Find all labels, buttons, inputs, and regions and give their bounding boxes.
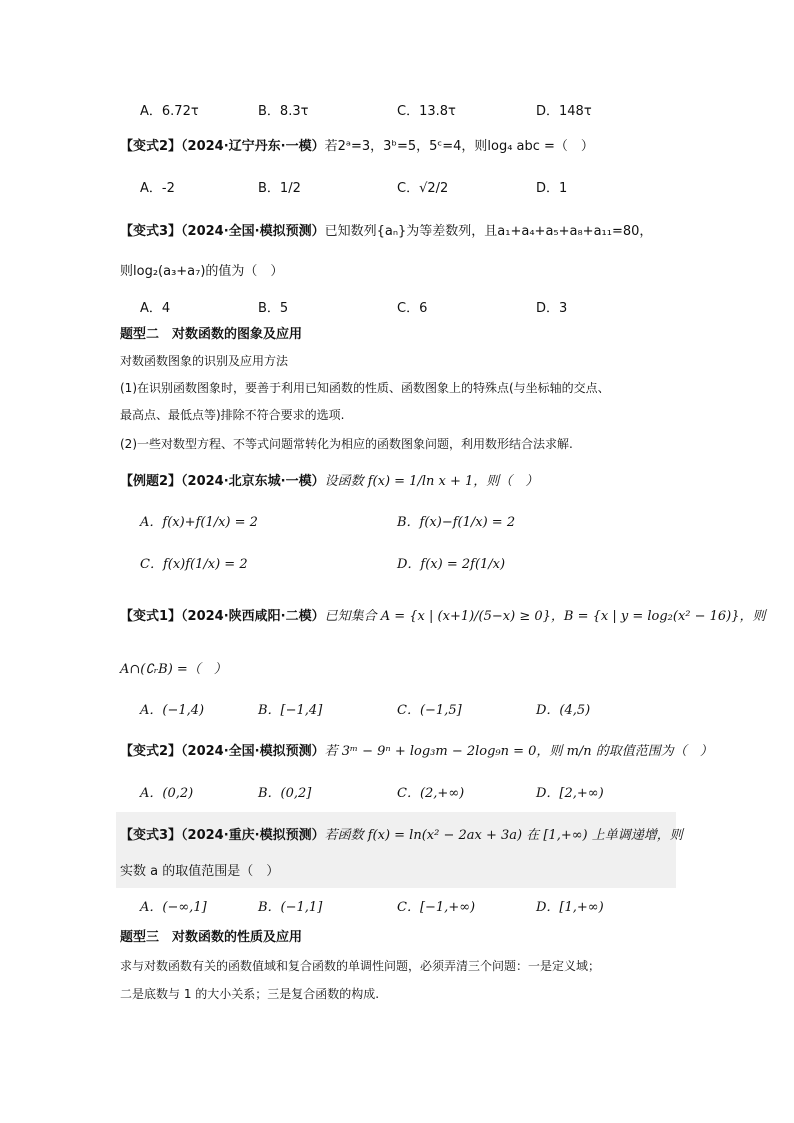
option-b: B．8.3τ	[258, 104, 309, 119]
option-a: A．(−∞,1]	[140, 900, 207, 915]
option-c: C．6	[397, 301, 428, 316]
paragraph: (1)在识别函数图象时，要善于利用已知函数的性质、函数图象上的特殊点(与坐标轴的交点、	[120, 381, 610, 395]
question-source: （2024·北京东城·一模）	[181, 474, 325, 489]
question-v1-shaanxi	[120, 607, 766, 627]
question-tag: 【例题2】	[120, 474, 182, 489]
option-d: D．[2,+∞)	[536, 786, 604, 801]
option-b: B．[−1,4]	[258, 703, 323, 718]
option-c: C．(−1,5]	[397, 703, 462, 718]
question-v2-liaoning	[120, 137, 594, 157]
question-stem: 设函数 f(x) = 1/ln x + 1，则（ ）	[324, 474, 539, 489]
option-b: B．1/2	[258, 181, 301, 196]
paragraph: (2)一些对数型方程、不等式问题常转化为相应的函数图象问题，利用数形结合法求解.	[120, 437, 573, 451]
option-c: C．(2,+∞)	[397, 786, 465, 801]
option-a: A．6.72τ	[140, 104, 199, 119]
question-v3-national	[120, 222, 652, 242]
question-tag: 【变式1】	[120, 609, 182, 624]
option-c: C．√2/2	[397, 181, 449, 196]
question-tag: 【变式3】	[120, 828, 182, 843]
question-source: （2024·陕西咸阳·二模）	[181, 609, 325, 624]
question-stem: 已知集合 A = {x | (x+1)/(5−x) ≥ 0}，B = {x | y = log₂(x² − 16)}，则	[324, 609, 766, 624]
question-source: （2024·重庆·模拟预测）	[181, 828, 325, 843]
question-tag: 【变式2】	[120, 139, 182, 154]
section-title: 题型三 对数函数的性质及应用	[120, 930, 303, 945]
option-c: C．f(x)f(1/x) = 2	[140, 557, 248, 572]
section-heading: 对数函数图象的识别及应用方法	[120, 354, 289, 368]
example-2	[120, 472, 538, 492]
question-stem-continued: A∩(∁ᵣB) =（ ）	[120, 662, 227, 677]
option-d: D．3	[536, 301, 568, 316]
question-tag: 【变式2】	[120, 744, 182, 759]
option-a: A．(0,2)	[140, 786, 194, 801]
question-stem-continued: 实数 a 的取值范围是（ ）	[120, 864, 280, 879]
question-stem: 已知数列{aₙ}为等差数列，且a₁+a₄+a₅+a₈+a₁₁=80，	[324, 224, 653, 239]
option-b: B．f(x)−f(1/x) = 2	[397, 515, 516, 530]
question-v3-chongqing	[120, 826, 683, 846]
question-source: （2024·辽宁丹东·一模）	[181, 139, 325, 154]
question-tag: 【变式3】	[120, 224, 182, 239]
option-c: C．[−1,+∞)	[397, 900, 476, 915]
option-a: A．4	[140, 301, 171, 316]
question-v2-national	[120, 742, 713, 762]
option-a: A．f(x)+f(1/x) = 2	[140, 515, 258, 530]
option-b: B．5	[258, 301, 289, 316]
option-b: B．(−1,1]	[258, 900, 323, 915]
option-d: D．148τ	[536, 104, 592, 119]
option-d: D．1	[536, 181, 568, 196]
question-source: （2024·全国·模拟预测）	[181, 744, 325, 759]
option-a: A．(−1,4)	[140, 703, 205, 718]
question-source: （2024·全国·模拟预测）	[181, 224, 325, 239]
option-b: B．(0,2]	[258, 786, 312, 801]
paragraph: 二是底数与 1 的大小关系；三是复合函数的构成.	[120, 987, 380, 1001]
question-stem: 若 3ᵐ − 9ⁿ + log₃m − 2log₉n = 0，则 m/n 的取值范围为（ ）	[324, 744, 713, 759]
question-stem: 若2ᵃ=3，3ᵇ=5，5ᶜ=4，则log₄ abc =（ ）	[324, 139, 594, 154]
paragraph: 最高点、最低点等)排除不符合要求的选项.	[120, 408, 345, 422]
question-stem-continued: 则log₂(a₃+a₇)的值为（ ）	[120, 264, 284, 279]
option-d: D．[1,+∞)	[536, 900, 604, 915]
option-d: D．(4,5)	[536, 703, 591, 718]
option-c: C．13.8τ	[397, 104, 456, 119]
paragraph: 求与对数函数有关的函数值域和复合函数的单调性问题，必须弄清三个问题：一是定义域；	[120, 959, 601, 973]
question-stem: 若函数 f(x) = ln(x² − 2ax + 3a) 在 [1,+∞) 上单调递增，则	[324, 828, 683, 843]
option-d: D．f(x) = 2f(1/x)	[397, 557, 506, 572]
option-a: A．-2	[140, 181, 175, 196]
section-title: 题型二 对数函数的图象及应用	[120, 327, 303, 342]
